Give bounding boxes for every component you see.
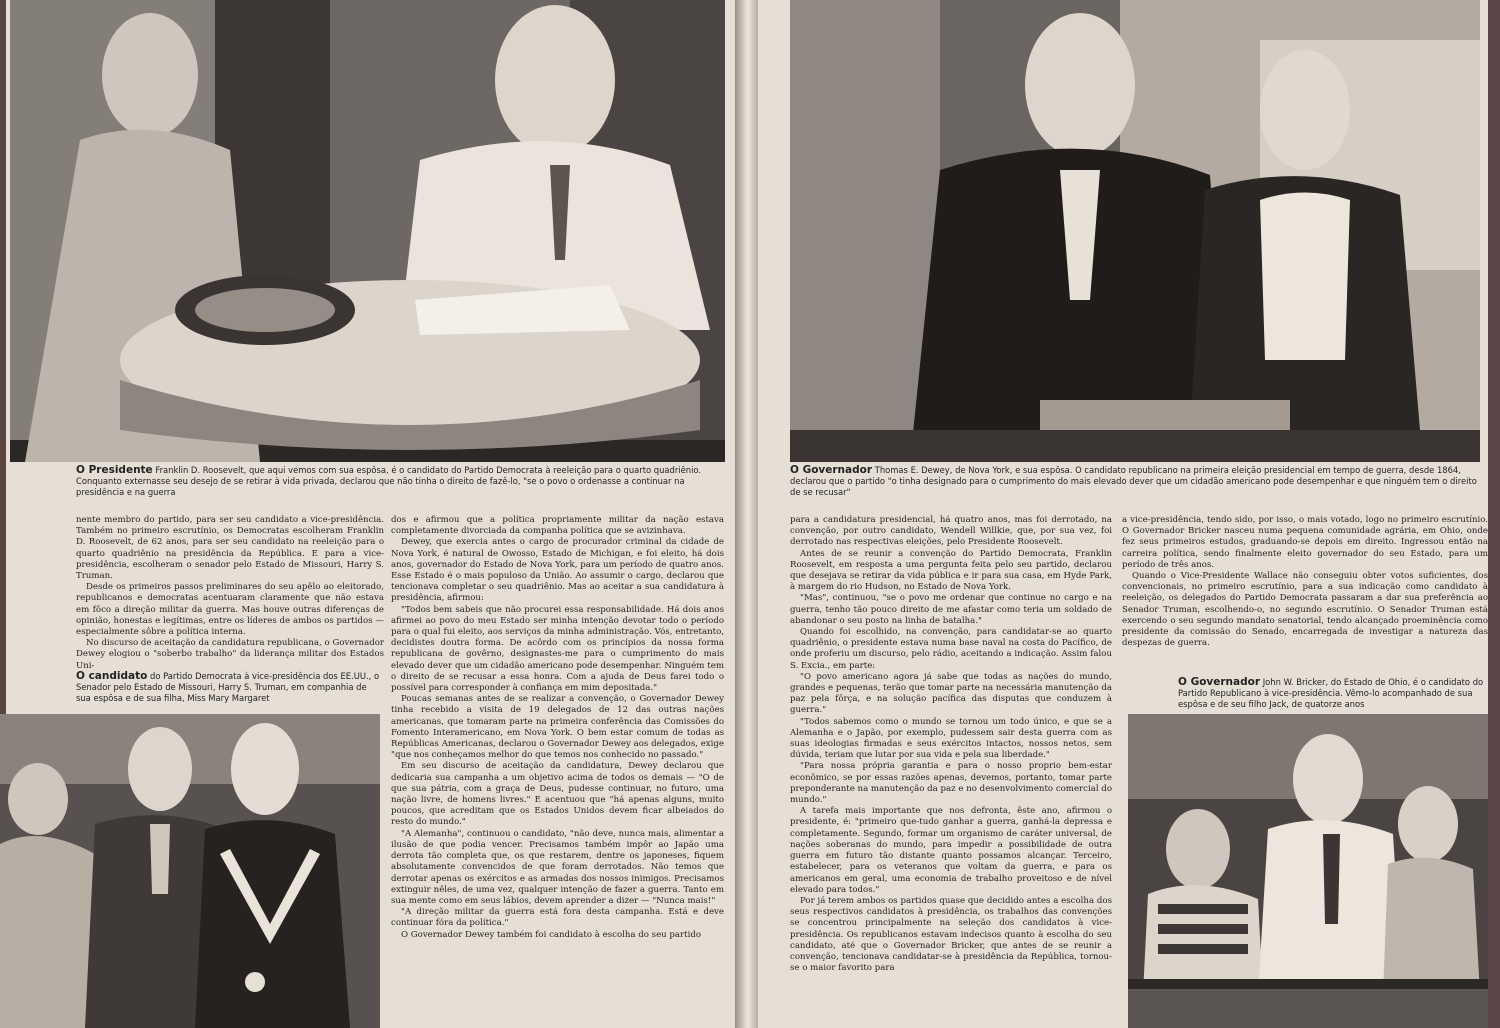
caption-governor-bricker-lead: O Governador <box>1178 676 1261 688</box>
caption-candidate <box>76 671 381 704</box>
caption-candidate-text: do Partido Democrata à vice-presidência dos EE.UU., o Senador pelo Estado de Missouri, Harry S. Truman, em companhia de sua espôsa e de sua filha, Miss Mary Margaret <box>76 671 380 703</box>
paragraph: Dewey, que exercia antes o cargo de procurador criminal da cidade de Nova York, é natural de Owosso, Estado de Michigan, e foi eleito, há dois anos, governador do Estado de Nova York, para um período de quatro anos. Esse Estado é o mais populoso da União. Ao assumir o cargo, declarou que tencionava completar o seu quadriênio. Mas ao aceitar a sua candidatura à presidência, afirmou: <box>391 537 724 604</box>
photo-dewey-and-wife <box>790 0 1480 462</box>
photo-bricker-family <box>1128 714 1488 1028</box>
paragraph: "Todos sabemos como o mundo se tornou um todo único, e que se a Alemanha e o Japão, por exemplo, pudessem sair desta guerra com as suas ideologias firmadas e seus exércitos intactos, nossos netos, sem dúvida, teriam que lutar por sua vida e pela sua liberdade." <box>790 716 1112 761</box>
right-page-edge <box>1488 0 1500 1028</box>
right-text-column-2 <box>1122 515 1488 649</box>
paragraph: "Para nossa própria garantia e para o nosso proprio bem-estar econômico, se por essas razões apenas, devemos, portanto, tomar parte preponderante na manutenção da paz e no desenvolvimento comercial do mundo." <box>790 761 1112 806</box>
paragraph: a vice-presidência, tendo sido, por isso, o mais votado, logo no primeiro escrutínio. O Governador Bricker nasceu numa pequena comunidade agrária, em Ohio, onde fez seus primeiros estudos, graduando-se depois em direito. Ingressou então na carreira política, sendo finalmente eleito governador do seu Estado, para um período de três anos. <box>1122 515 1488 570</box>
paragraph: "A Alemanha", continuou o candidato, "não deve, nunca mais, alimentar a ilusão de que podia vencer. Precisamos também impôr ao Japão uma derrota tão completa que, os que restarem, dentre os japoneses, fiquem absolutamente convencidos de que foram derrotados. Não temos que derrotar apenas os exércitos e as armadas dos nossos inimigos. Precisamos extinguir nêles, de uma vez, qualquer intenção de fazer a guerra. Tanto em sua mente como em seus lábios, devem aprender a dizer — "Nunca mais!" <box>391 828 724 906</box>
caption-governor-dewey <box>790 465 1480 498</box>
photo-roosevelt-and-wife <box>10 0 725 462</box>
right-text-column-1 <box>790 515 1112 974</box>
paragraph: Desde os primeiros passos preliminares do seu apêlo ao eleitorado, republicanos e democratas acentuaram claramente que não estava em fôco a direção militar da guerra. Mas houve outras diferenças de opinião, honestas e legítimas, entre os líderes de ambos os partidos — especialmente sôbre a política interna. <box>76 582 384 638</box>
caption-governor-dewey-text: Thomas E. Dewey, de Nova York, e sua espôsa. O candidato republicano na primeira eleição presidencial em tempo de guerra, desde 1864, declarou que o partido "o tinha designado para o cumprimento do mais elevado dever que um cidadão americano pode desempenhar e que ninguém tem o direito de se recusar" <box>790 465 1477 497</box>
caption-president-text: Franklin D. Roosevelt, que aqui vemos com sua espôsa, é o candidato do Partido Democrata à reeleição para o quarto quadriênio. Conquanto externasse seu desejo de se retirar à vida privada, declarou que não tinha o direito de fazê-lo, "se o povo o ordenasse a continuar na presidência e na guerra <box>76 465 702 497</box>
paragraph: para a candidatura presidencial, há quatro anos, mas foi derrotado, na convenção, por outro candidato, Wendell Willkie, que, por sua vez, foi derrotado nas respectivas eleições, pelo Presidente Roosevelt. <box>790 515 1112 548</box>
paragraph: "A direção militar da guerra está fora desta campanha. Está e deve continuar fóra da política." <box>391 907 724 929</box>
left-page <box>0 0 735 1028</box>
caption-president-lead: O Presidente <box>76 464 153 476</box>
paragraph: Antes de se reunir a convenção do Partido Democrata, Franklin Roosevelt, em resposta a uma pergunta feita pelo seu partido, declarou que desejava se retirar da vida pública e ir para sua casa, em Hyde Park, à margem do rio Hudson, no Estado de Nova York. <box>790 548 1112 593</box>
caption-candidate-lead: O candidato <box>76 670 148 682</box>
left-text-column-1 <box>76 515 384 672</box>
paragraph: Por já terem ambos os partidos quase que decidido antes a escolha dos seus respectivos candidatos à presidência, os trabalhos das convenções se concentrou principalmente na seleção dos candidatos à vice-presidência. Os republicanos estavam indecisos quanto à escolha do seu candidato, até que o Governador Bricker, que antes de se reunir a convenção, tencionava candidatar-se à presidência da República, tornou-se o maior favorito para <box>790 895 1112 974</box>
photo-dewey-image <box>790 0 1480 462</box>
paragraph: Quando o Vice-Presidente Wallace não conseguiu obter votos suficientes, dos convencionais, no primeiro escrutínio, para a sua indicação como candidato à reeleição, os delegados do Partido Democrata passaram a dar sua preferência ao Senador Truman, escolhendo-o, no segundo escrutínio. O Senador Truman está exercendo o seu segundo mandato senatorial, tendo alcançado proeminência como presidente da comissão do Senado, encarregada de investigar a natureza das despezas de guerra. <box>1122 571 1488 649</box>
photo-truman-image <box>0 714 380 1028</box>
paragraph: Em seu discurso de aceitação da candidatura, Dewey declarou que dedicaria sua campanha a um objetivo acima de todos os demais — "O de que sua pátria, com a graça de Deus, pudesse continuar, no futuro, uma nação livre, de homens livres." E acentuou que "há apenas alguns, muito poucos, que acreditam que os Estados Unidos devem ficar albeiados do resto do mundo." <box>391 761 724 828</box>
photo-roosevelt-image <box>10 0 725 462</box>
caption-president <box>76 465 724 498</box>
paragraph: Poucas semanas antes de se realizar a convenção, o Governador Dewey tinha recebido a visita de 19 delegados de 12 das outras nações americanas, que tomaram parte na primeira conferência das Comissões do Fomento Interamericano, em Nova York. O bem estar comum de todas as Repúblicas Americanas, declarou o Governador Dewey aos delegados, exige "que nos conheçamos melhor do que temos nos conhecido no passado." <box>391 694 724 761</box>
paragraph: "Mas", continuou, "se o povo me ordenar que continue no cargo e na guerra, tenho tão pouco direito de me afastar como teria um soldado de abandonar o seu posto na linha de batalha." <box>790 593 1112 626</box>
paragraph: A tarefa mais importante que nos defronta, êste ano, afirmou o presidente, é: "primeiro que-tudo ganhar a guerra, ganhá-la depressa e completamente. Segundo, formar um organismo de caráter universal, de nações soberanas do mundo, para impedir a possibilidade de outra guerra em futuro tão distante quanto possamos alcançar. Terceiro, estabelecer, para os veteranos que voltam da guerra, e para os americanos em geral, uma economia de trabalho proveitoso e de nível elevado para todos." <box>790 806 1112 895</box>
left-text-column-2 <box>391 515 724 941</box>
photo-bricker-image <box>1128 714 1488 1028</box>
paragraph: nente membro do partido, para ser seu candidato a vice-presidência. Também no primeiro escrutínio, os Democratas escolheram Franklin D. Roosevelt, de 62 anos, para ser seu candidato na reeleição para o quarto quadriênio na presidência da República. E para a vice-presidência, escolheram o senador pelo Estado de Missouri, Harry S. Truman. <box>76 515 384 582</box>
paragraph: Quando foi escolhido, na convenção, para candidatar-se ao quarto quadriênio, o presidente estava numa base naval na costa do Pacífico, de onde proferiu um discurso, pelo rádio, aceitando a indicação. Assim falou S. Excia., em parte: <box>790 627 1112 671</box>
right-page <box>758 0 1488 1028</box>
caption-governor-bricker <box>1178 677 1486 710</box>
paragraph: dos e afirmou que a política propriamente militar da nação estava completamente divorciada da companha política que se avizinhava. <box>391 515 724 537</box>
caption-governor-bricker-text: John W. Bricker, do Estado de Ohio, é o candidato do Partido Republicano à vice-presidência. Vêmo-lo acompanhado de sua espôsa e de seu filho Jack, de quatorze anos <box>1178 677 1484 709</box>
paragraph: O Governador Dewey também foi candidato à escolha do seu partido <box>401 929 702 940</box>
paragraph: No discurso de aceitação da candidatura republicana, o Governador Dewey elogiou o "soberbo trabalho" da liderança militar dos Estados Uni- <box>76 638 384 671</box>
page-gutter <box>735 0 758 1028</box>
caption-governor-dewey-lead: O Governador <box>790 464 873 476</box>
photo-truman-family <box>0 714 380 1028</box>
paragraph: "Todos bem sabeis que não procurei essa responsabilidade. Há dois anos afirmei ao povo do meu Estado ser minha intenção devotar todo o período para o qual fui eleito, aos serviços da minha administração. Vós, entretanto, decidistes doutra forma. De acôrdo com os princípios da nossa forma republicana de govêrno, designastes-me para o cumprimento do mais elevado dever que um cidadão americano pode desempenhar. Ninguém tem o direito de se recusar a essa honra. Com a ajuda de Deus farei todo o possível para corresponder à confiança em mim depositada." <box>391 604 724 694</box>
paragraph: "O povo americano agora já sabe que todas as nações do mundo, grandes e pequenas, terão que tomar parte na necessária manutenção da paz pela fôrça, e na solução pacífica das disputas que conduzem à guerra." <box>790 671 1112 716</box>
